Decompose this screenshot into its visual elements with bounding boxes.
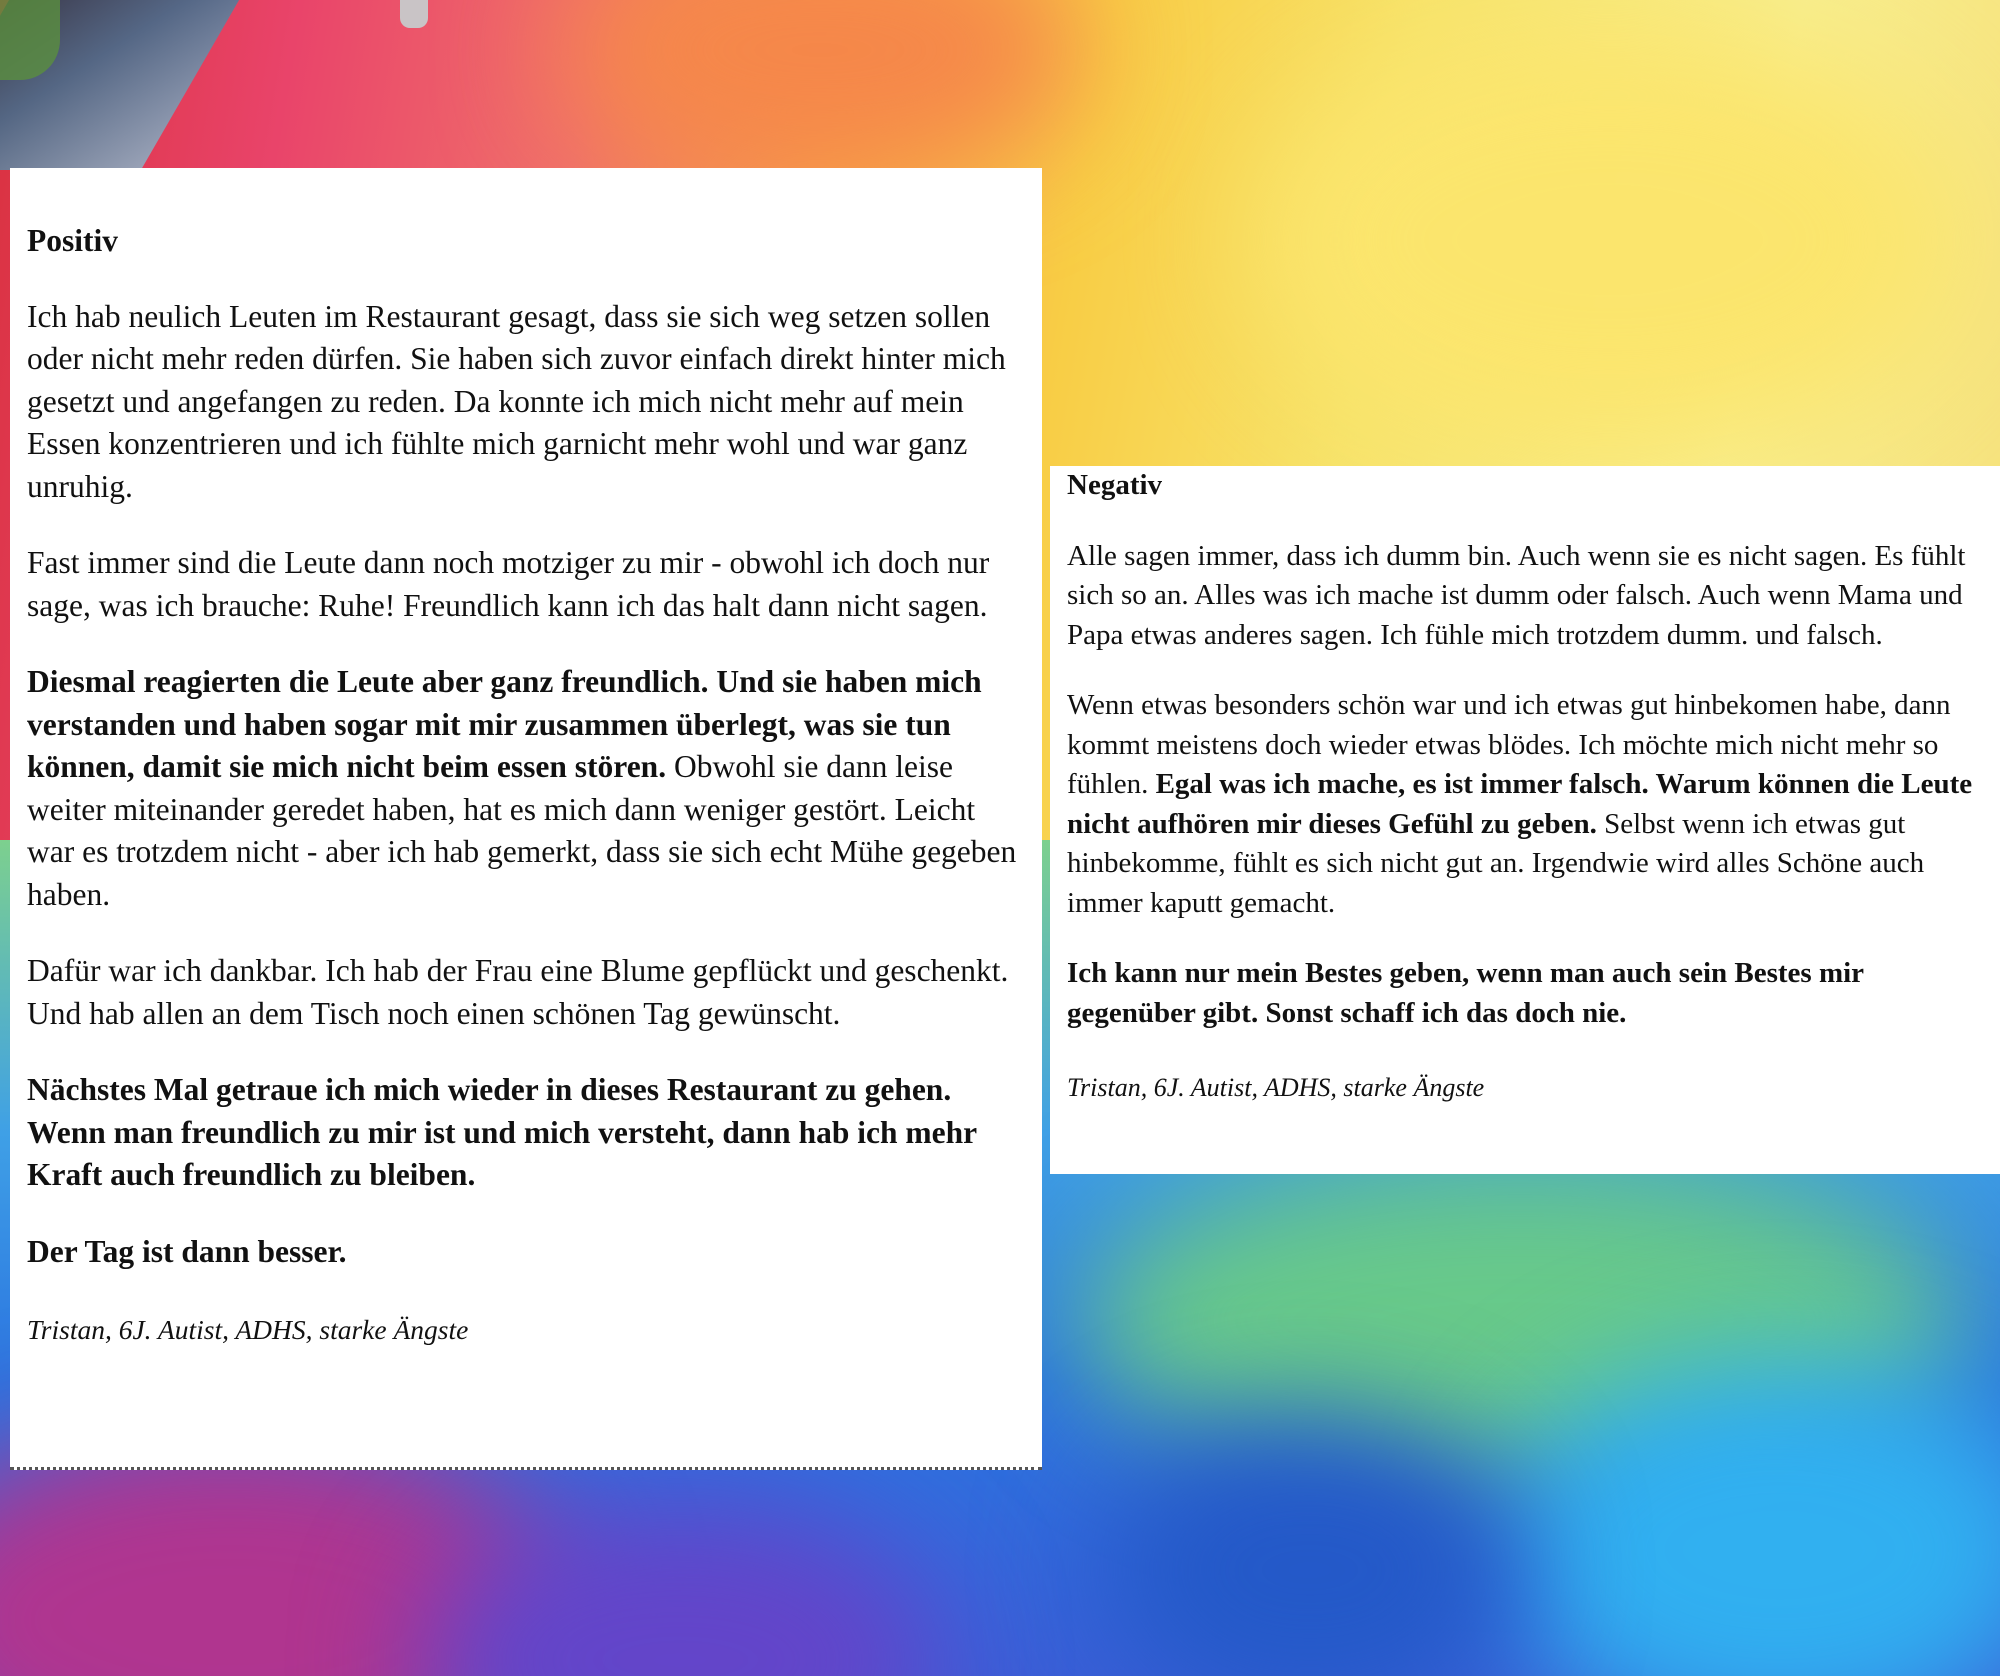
positive-paragraph-3 (27, 661, 1024, 916)
positive-signature: Tristan, 6J. Autist, ADHS, starke Ängste (27, 1314, 469, 1345)
negative-paragraph-2-rest: Selbst wenn ich etwas gut hinbekomme, fühlt es sich nicht gut an. Irgendwie wird alles Schöne auch immer kaputt gemacht. (1067, 807, 1925, 919)
negative-paragraph-3: Ich kann nur mein Bestes geben, wenn man auch sein Bestes mir gegenüber gibt. Sonst schaff ich das doch nie. (1067, 957, 1864, 1029)
negative-heading: Negativ (1067, 469, 1163, 501)
positive-paragraph-2: Fast immer sind die Leute dann noch motziger zu mir - obwohl ich doch nur sage, was ich brauche: Ruhe! Freundlich kann ich das halt dann nicht sagen. (27, 545, 990, 623)
positive-heading: Positiv (27, 223, 118, 258)
positive-panel (10, 168, 1042, 1470)
positive-paragraph-4: Dafür war ich dankbar. Ich hab der Frau eine Blume gepflückt und geschenkt. Und hab allen an dem Tisch noch einen schönen Tag gewünscht. (27, 953, 1009, 1031)
negative-panel (1050, 466, 2000, 1174)
background-clip (400, 0, 428, 28)
negative-paragraph-2-start: Wenn etwas besonders schön war und ich etwas gut hinbekomen habe, dann kommt meistens doch wieder etwas blödes. Ich möchte mich nicht mehr so fühlen. (1067, 689, 1951, 800)
background-yellow-blur (1260, 30, 1960, 450)
positive-paragraph-3-rest: Obwohl sie dann leise weiter miteinander geredet haben, hat es mich dann weniger gestört. Leicht war es trotzdem nicht - aber ich hab gemerkt, dass sie sich echt Mühe gegeben haben. (27, 749, 1017, 912)
negative-paragraph-1: Alle sagen immer, dass ich dumm bin. Auch wenn sie es nicht sagen. Es fühlt sich so an. Alles was ich mache ist dumm oder falsch. Auch wenn Mama und Papa etwas anderes sagen. Ich fühle mich trotzdem dumm. und falsch. (1067, 539, 1966, 651)
positive-paragraph-3-bold: Diesmal reagierten die Leute aber ganz freundlich. Und sie haben mich verstanden und haben sogar mit mir zusammen überlegt, was sie tun können, damit sie mich nicht beim essen stören. (27, 664, 982, 784)
positive-paragraph-1: Ich hab neulich Leuten im Restaurant gesagt, dass sie sich weg setzen sollen oder nicht mehr reden dürfen. Sie haben sich zuvor einfach direkt hinter mich gesetzt und angefangen zu reden. Da konnte ich mich nicht mehr auf mein Essen konzentrieren und ich fühlte mich garnicht mehr wohl und war ganz unruhig. (27, 298, 1006, 504)
positive-paragraph-5: Nächstes Mal getraue ich mich wieder in dieses Restaurant zu gehen. Wenn man freundlich zu mir ist und mich versteht, dann hab ich mehr Kraft auch freundlich zu bleiben. (27, 1072, 977, 1192)
positive-paragraph-6: Der Tag ist dann besser. (27, 1233, 347, 1269)
negative-paragraph-2-bold: Egal was ich mache, es ist immer falsch. Warum können die Leute nicht aufhören mir dieses Gefühl zu geben. (1067, 768, 1973, 840)
negative-paragraph-2 (1067, 686, 1984, 923)
negative-signature: Tristan, 6J. Autist, ADHS, starke Ängste (1067, 1073, 1485, 1102)
